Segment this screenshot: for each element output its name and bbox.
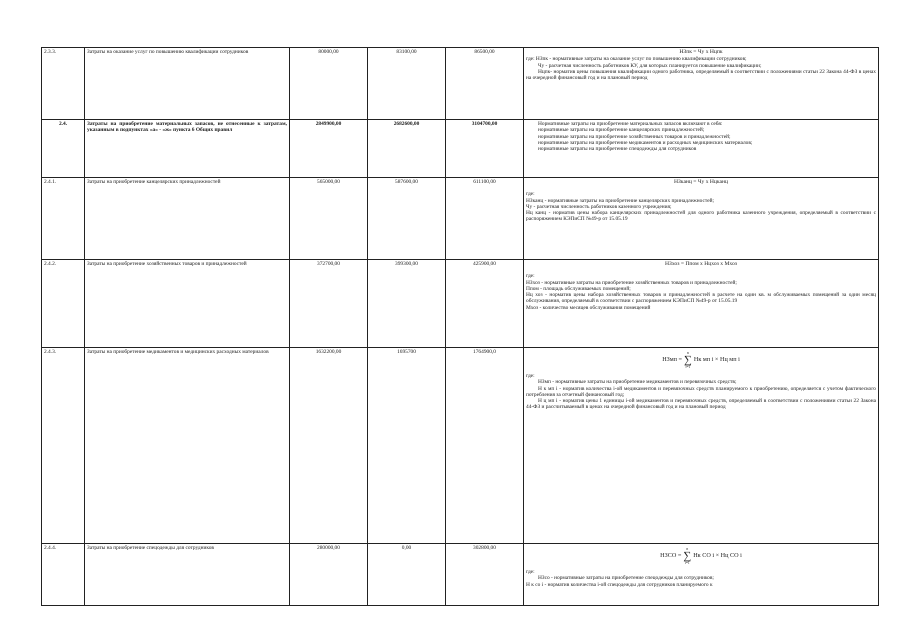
table-row — [42, 260, 879, 348]
value-year-2: 0,00 — [368, 544, 446, 606]
sum-lower-limit: i=1 — [685, 365, 691, 369]
description-line: Мхоз - количество месяцев обслуживания помещений — [526, 304, 651, 311]
cost-norms-table — [41, 47, 879, 606]
cost-item-name: Затраты на приобретение материальных запасов, не отнесенные к затратам, указанным в подпунктах «а» - «ж» пункта 6 Общих правил — [85, 120, 290, 178]
sigma-symbol: ∑ — [684, 354, 692, 366]
calculation-description — [524, 48, 879, 120]
description-line: Нц хоз - норматив цены набора хозяйственных товаров и принадлежностей в расчете на один кв. м обслуживаемых помещений за один месяц обслуживания, определяемый в соответствии с распоряжением КЭПиСП №49-р от 15.05.19 — [526, 292, 876, 305]
value-year-2: 399300,00 — [368, 260, 446, 348]
description-line: Н к мп i - норматив количества i-ой медикаментов и перевязочных средств планируемого к приобретению, определяется с учетом фактического потребления за отчетный финансовый год; — [526, 385, 876, 398]
value-year-3: 611100,00 — [446, 178, 524, 260]
description-line: где: — [526, 191, 535, 198]
sum-upper-limit: n — [686, 547, 689, 551]
description-line: Н ц мп i - норматив цены 1 единицы i-ой медикаментов и перевязочных средств, определяемый в соответствии с положениями статьи 22 Закона 44-ФЗ и рассчитываемый в ценах на очередной финансовый год и на плановый период — [526, 398, 876, 411]
table-row — [42, 348, 879, 544]
row-number: 2.4. — [42, 120, 85, 178]
description-line: Н к со i - норматив количества i-ой спецодежды для сотрудников планируемого к — [526, 581, 713, 588]
description-line: где: НЗпк - нормативные затраты на оказание услуг по повышению квалификации сотрудников; — [526, 56, 747, 63]
table-row — [42, 544, 879, 606]
value-year-1: 80000,00 — [290, 48, 368, 120]
description-line: нормативные затраты на приобретение канцелярских принадлежностей; — [538, 127, 705, 134]
cost-item-name: Затраты на приобретение спецодежды для сотрудников — [85, 544, 290, 606]
row-number: 2.4.2. — [42, 260, 85, 348]
calculation-description — [524, 178, 879, 260]
description-line: нормативные затраты на приобретение спецодежды для сотрудников — [538, 146, 697, 153]
description-line: НЗхоз - нормативные затраты на приобретение хозяйственных товаров и принадлежностей; — [526, 279, 737, 286]
cost-item-name: Затраты на приобретение хозяйственных товаров и принадлежностей — [85, 260, 290, 348]
value-year-3: 3104700,00 — [446, 120, 524, 178]
row-number: 2.4.4. — [42, 544, 85, 606]
cost-item-name: Затраты на приобретение канцелярских принадлежностей — [85, 178, 290, 260]
sigma-symbol: ∑ — [683, 550, 692, 562]
description-line: Нцпк- норматив цены повышения квалификации одного работника, определяемый в соответствии с положениями статьи 22 Закона 44-ФЗ в ценах на очередной финансовый год и на плановый период — [526, 68, 876, 82]
value-year-3: 86500,00 — [446, 48, 524, 120]
value-year-1: 2849900,00 — [290, 120, 368, 178]
description-line: нормативные затраты на приобретение хозяйственных товаров и принадлежностей; — [538, 133, 731, 140]
formula-lhs: НЗСО = — [660, 551, 682, 559]
calculation-description — [524, 348, 879, 544]
description-line: НЗмп - нормативные затраты на приобретение медикаментов и перевязочных средств; — [538, 379, 737, 386]
row-number: 2.3.3. — [42, 48, 85, 120]
formula-lhs: НЗмп = — [662, 355, 683, 363]
cost-item-name: Затраты на приобретение медикаментов и медицинских расходных материалов — [85, 348, 290, 544]
value-year-3: 302800,00 — [446, 544, 524, 606]
formula: НЗпк = Чу х Нцпк — [679, 49, 723, 55]
description-line: Нормативные затраты на приобретение материальных запасов включают в себя: — [538, 121, 723, 127]
cost-item-name: Затраты на оказание услуг по повышению квалификации сотрудников — [85, 48, 290, 120]
formula: НЗканц = Чу х Нцканц — [673, 179, 729, 185]
value-year-1: 280000,00 — [290, 544, 368, 606]
description-line: Нц канц - норматив цены набора канцелярских принадлежностей для одного работника казенного учреждения, определяемый в соответствии с распоряжением КЭПиСП №49-р от 15.05.19 — [526, 210, 876, 223]
calculation-description — [524, 544, 879, 606]
table-row — [42, 48, 879, 120]
table-row — [42, 178, 879, 260]
sum-formula — [526, 547, 876, 565]
value-year-3: 1764900,0 — [446, 348, 524, 544]
sum-upper-limit: n — [687, 351, 689, 355]
value-year-2: 1695700 — [368, 348, 446, 544]
description-line: нормативные затраты на приобретение медикаментов и расходных медицинских материалов; — [538, 139, 753, 146]
formula: НЗхоз = Ппом х Нцхоз х Мхоз — [664, 261, 738, 267]
value-year-3: 425900,00 — [446, 260, 524, 348]
formula-rhs: Нк мп i × Нц мп i — [693, 355, 740, 363]
row-number: 2.4.3. — [42, 348, 85, 544]
description-line: НЗсо - нормативные затраты на приобретение спецодежды для сотрудников; — [538, 575, 714, 582]
value-year-1: 372700,00 — [290, 260, 368, 348]
description-line: Ппом - площадь обслуживаемых помещений; — [526, 285, 631, 292]
value-year-2: 587600,00 — [368, 178, 446, 260]
value-year-1: 1632200,00 — [290, 348, 368, 544]
value-year-1: 565000,00 — [290, 178, 368, 260]
calculation-description — [524, 260, 879, 348]
description-line: Чу - расчетная численность работников КУ, для которых планируется повышение квалификации; — [538, 62, 762, 69]
description-line: где: — [526, 273, 535, 280]
calculation-description — [524, 120, 879, 178]
sum-sign — [683, 547, 691, 565]
row-number: 2.4.1. — [42, 178, 85, 260]
description-line: где: — [526, 569, 535, 575]
value-year-2: 2682600,00 — [368, 120, 446, 178]
formula-rhs: Нк СО i × Нц СО i — [693, 551, 742, 559]
description-line: где: — [526, 373, 535, 379]
sum-sign — [684, 351, 692, 369]
table-row — [42, 120, 879, 178]
sum-formula — [526, 351, 876, 369]
description-line: Чу - расчетная численность работников казенного учреждения; — [526, 203, 672, 210]
value-year-2: 83100,00 — [368, 48, 446, 120]
description-line: НЗканц - нормативные затраты на приобретение канцелярских принадлежностей; — [526, 197, 715, 204]
sum-lower-limit: i=1 — [684, 561, 690, 565]
